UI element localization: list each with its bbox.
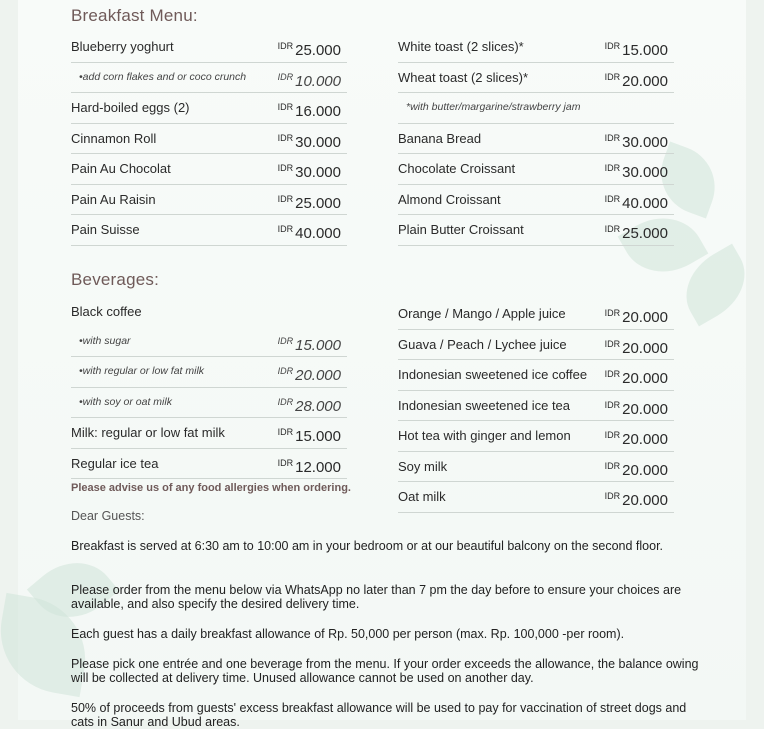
- breakfast-menu-title: Breakfast Menu:: [71, 6, 198, 25]
- menu-item-name: Banana Bread: [398, 130, 482, 146]
- currency-label: IDR: [604, 193, 621, 204]
- menu-item-price: [605, 215, 668, 249]
- allergy-note: Please advise us of any food allergies when ordering.: [71, 482, 351, 494]
- beverages-right-column: [398, 299, 674, 513]
- price-value: 30.000: [622, 164, 668, 181]
- menu-item-name: Pain Suisse: [71, 222, 140, 237]
- menu-item-row: [71, 185, 347, 216]
- currency-label: IDR: [277, 132, 294, 143]
- price-value: 20.000: [622, 461, 668, 479]
- price-value: 30.000: [295, 164, 341, 181]
- paragraph-service-hours: Breakfast is served at 6:30 am to 10:00 am in your bedroom or at our beautiful balcony on the second floor.: [71, 539, 664, 553]
- menu-item-row: [71, 388, 347, 419]
- price-value: 30.000: [295, 133, 341, 151]
- currency-label: IDR: [277, 457, 294, 468]
- price-value: 20.000: [622, 339, 668, 357]
- menu-item-name: Almond Croissant: [398, 191, 501, 207]
- menu-item-row: [398, 154, 674, 185]
- currency-label: IDR: [277, 224, 294, 234]
- currency-label: IDR: [277, 71, 294, 82]
- menu-item-price: [278, 327, 341, 361]
- menu-item-price: [278, 357, 341, 391]
- menu-document: [18, 0, 746, 729]
- menu-item-name: Hard-boiled eggs (2): [71, 100, 190, 115]
- menu-item-row: [71, 215, 347, 246]
- beverages-title: Beverages:: [71, 270, 159, 289]
- currency-label: IDR: [604, 163, 621, 173]
- price-value: 20.000: [622, 72, 668, 90]
- menu-item-name: Pain Au Chocolat: [71, 161, 171, 176]
- menu-item-price: [278, 215, 341, 249]
- menu-item-name: •add corn flakes and or coco crunch: [79, 70, 247, 83]
- currency-label: IDR: [277, 335, 294, 346]
- menu-item-row: [398, 63, 674, 94]
- menu-item-row: [398, 360, 674, 391]
- menu-item-name: Black coffee: [71, 304, 142, 319]
- menu-item-row: [398, 391, 674, 422]
- currency-label: IDR: [277, 102, 294, 112]
- price-value: 15.000: [622, 42, 668, 59]
- beverages-left-column: [71, 297, 347, 479]
- menu-item-row: [71, 418, 347, 449]
- menu-item-row: [398, 421, 674, 452]
- menu-item-row: [398, 185, 674, 216]
- menu-item-row: [398, 330, 674, 361]
- price-value: 12.000: [295, 458, 341, 476]
- price-value: 40.000: [295, 225, 341, 242]
- menu-item-price: [278, 63, 341, 97]
- menu-item-row: [398, 482, 674, 513]
- price-value: 28.000: [295, 397, 341, 415]
- price-value: 40.000: [622, 194, 668, 212]
- menu-item-price: [278, 388, 341, 422]
- menu-item-price: [278, 418, 341, 452]
- menu-item-name: Wheat toast (2 slices)*: [398, 69, 529, 85]
- paragraph-allowance: Each guest has a daily breakfast allowance of Rp. 50,000 per person (max. Rp. 100,000 -per room).: [71, 627, 625, 641]
- menu-item-price: [605, 299, 668, 333]
- menu-item-name: Indonesian sweetened ice tea: [398, 397, 571, 413]
- menu-item-row: [71, 93, 347, 124]
- currency-label: IDR: [604, 399, 621, 410]
- currency-label: IDR: [604, 41, 621, 51]
- menu-item-row: [71, 32, 347, 63]
- paragraph-pick-items: Please pick one entrée and one beverage from the menu. If your order exceeds the allowance, the balance owing will be collected at delivery time. Unused allowance cannot be used on another day.: [71, 657, 699, 685]
- currency-label: IDR: [604, 338, 621, 349]
- menu-item-name: Pain Au Raisin: [71, 191, 156, 207]
- price-value: 25.000: [295, 194, 341, 212]
- menu-item-name: Cinnamon Roll: [71, 130, 157, 146]
- menu-item-name: Chocolate Croissant: [398, 161, 516, 176]
- greeting: Dear Guests:: [71, 509, 145, 523]
- menu-item-price: [605, 391, 668, 425]
- menu-item-name: Oat milk: [398, 489, 446, 504]
- menu-item-name: Plain Butter Croissant: [398, 222, 524, 237]
- paragraph-ordering: Please order from the menu below via WhatsApp no later than 7 pm the day before to ensure your choices are available, and also specify the desired delivery time.: [71, 583, 682, 611]
- menu-item-name: •with sugar: [79, 334, 131, 347]
- menu-item-price: [605, 185, 668, 219]
- menu-item-price: [605, 330, 668, 364]
- menu-item-row: [71, 357, 347, 388]
- price-value: 20.000: [622, 492, 668, 509]
- currency-label: IDR: [604, 491, 621, 501]
- menu-item-row: [71, 124, 347, 155]
- menu-item-price: [605, 124, 668, 158]
- menu-item-row: [398, 452, 674, 483]
- menu-item-price: [278, 32, 341, 66]
- menu-item-name: •with regular or low fat milk: [79, 365, 205, 377]
- menu-item-row: [71, 327, 347, 358]
- breakfast-right-column: [398, 32, 674, 246]
- currency-label: IDR: [604, 224, 621, 234]
- menu-item-name: Blueberry yoghurt: [71, 39, 174, 54]
- currency-label: IDR: [604, 132, 621, 143]
- menu-item-row: [398, 124, 674, 155]
- price-value: 20.000: [295, 367, 341, 384]
- menu-item-price: [278, 154, 341, 188]
- menu-item-name: Indonesian sweetened ice coffee: [398, 367, 588, 382]
- menu-item-name: Milk: regular or low fat milk: [71, 425, 225, 440]
- breakfast-left-column: [71, 32, 347, 246]
- currency-label: IDR: [277, 41, 294, 51]
- currency-label: IDR: [604, 71, 621, 82]
- menu-item-row: [398, 215, 674, 246]
- currency-label: IDR: [604, 430, 621, 440]
- currency-label: IDR: [277, 427, 294, 437]
- menu-item-row: [71, 154, 347, 185]
- menu-item-row: [398, 299, 674, 330]
- price-value: 20.000: [622, 400, 668, 418]
- menu-item-row: [71, 449, 347, 480]
- menu-item-row: [71, 297, 347, 327]
- currency-label: IDR: [277, 193, 294, 204]
- price-value: 16.000: [295, 103, 341, 120]
- price-value: 20.000: [622, 309, 668, 326]
- menu-item-price: [278, 93, 341, 127]
- menu-item-price: [605, 154, 668, 188]
- menu-item-price: [278, 449, 341, 483]
- menu-item-price: [605, 421, 668, 455]
- menu-item-name: Soy milk: [398, 458, 448, 474]
- menu-item-name: •with soy or oat milk: [79, 395, 172, 408]
- menu-item-price: [605, 32, 668, 66]
- menu-item-row: [398, 32, 674, 63]
- price-value: 20.000: [622, 431, 668, 448]
- menu-item-price: [278, 124, 341, 158]
- menu-item-price: [605, 360, 668, 394]
- price-value: 10.000: [295, 72, 341, 90]
- price-value: 15.000: [295, 336, 341, 354]
- price-value: 15.000: [295, 428, 341, 445]
- price-value: 25.000: [622, 225, 668, 242]
- paragraph-proceeds: 50% of proceeds from guests' excess breakfast allowance will be used to pay for vaccination of street dogs and cats in Sanur and Ubud areas.: [71, 701, 687, 729]
- price-value: 30.000: [622, 133, 668, 151]
- menu-item-name: *with butter/margarine/strawberry jam: [406, 101, 581, 113]
- currency-label: IDR: [277, 396, 294, 407]
- menu-item-name: White toast (2 slices)*: [398, 39, 524, 54]
- menu-item-row: [398, 93, 674, 124]
- currency-label: IDR: [604, 460, 621, 471]
- menu-item-name: Hot tea with ginger and lemon: [398, 428, 571, 443]
- currency-label: IDR: [277, 366, 294, 376]
- currency-label: IDR: [604, 308, 621, 318]
- currency-label: IDR: [277, 163, 294, 173]
- currency-label: IDR: [604, 369, 621, 379]
- menu-item-name: Guava / Peach / Lychee juice: [398, 336, 567, 352]
- menu-item-price: [278, 185, 341, 219]
- menu-item-row: [71, 63, 347, 94]
- menu-item-name: Orange / Mango / Apple juice: [398, 306, 566, 321]
- menu-item-price: [605, 63, 668, 97]
- menu-item-name: Regular ice tea: [71, 455, 159, 471]
- price-value: 25.000: [295, 42, 341, 59]
- price-value: 20.000: [622, 370, 668, 387]
- menu-item-price: [605, 452, 668, 486]
